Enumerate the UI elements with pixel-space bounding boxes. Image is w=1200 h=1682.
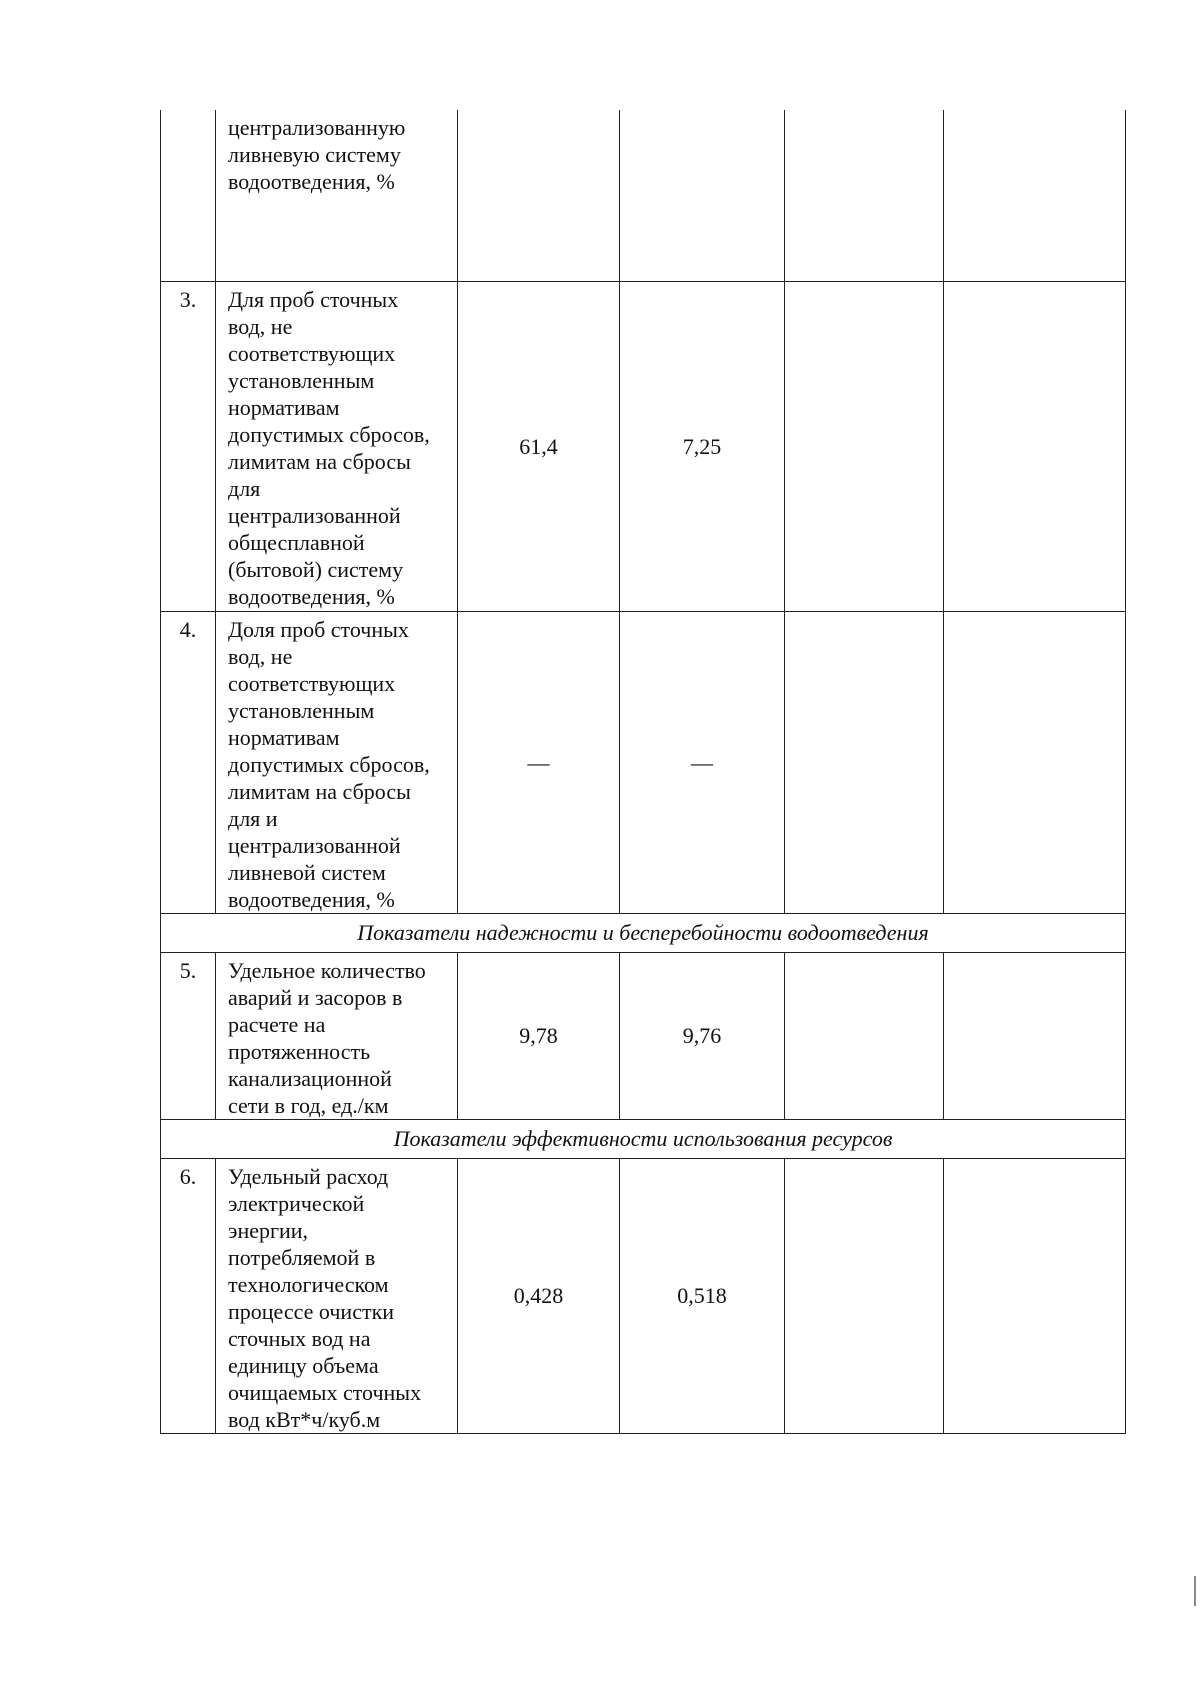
indicator-value-1: — bbox=[527, 749, 550, 775]
row-number-cell bbox=[161, 281, 216, 611]
section-title: Показатели надежности и бесперебойности водоотведения bbox=[161, 913, 1126, 952]
table-row bbox=[161, 952, 1126, 1119]
value-cell-1 bbox=[458, 611, 620, 913]
table-row bbox=[161, 1158, 1126, 1433]
indicator-name: Удельное количество аварий и засоров в расчете на протяженность канализационной сети в год, ед./км bbox=[228, 957, 426, 1118]
value-cell-4 bbox=[944, 281, 1126, 611]
indicator-value-1: 9,78 bbox=[519, 1023, 558, 1048]
row-number-cell bbox=[161, 1158, 216, 1433]
table-row bbox=[161, 611, 1126, 913]
section-header-row bbox=[161, 1119, 1126, 1158]
indicator-name: Для проб сточных вод, не соответствующих установленным нормативам допустимых сбросов, лимитам на сбросы для централизованной общесплавной (бытовой) систему водоотведения, % bbox=[228, 286, 430, 609]
row-number: 6. bbox=[179, 1163, 197, 1189]
value-cell-3 bbox=[785, 952, 944, 1119]
value-cell-4 bbox=[944, 611, 1126, 913]
indicator-name-cell bbox=[216, 110, 458, 281]
table-row bbox=[161, 110, 1126, 281]
indicator-value-2: 7,25 bbox=[682, 433, 722, 459]
value-cell-3 bbox=[785, 110, 944, 281]
value-cell-4 bbox=[944, 952, 1126, 1119]
value-cell-1 bbox=[458, 952, 620, 1119]
row-number: 5. bbox=[179, 957, 197, 983]
value-cell-1 bbox=[458, 110, 620, 281]
value-cell-2 bbox=[620, 611, 785, 913]
indicator-name-cell bbox=[216, 281, 458, 611]
section-header-row bbox=[161, 913, 1126, 952]
indicator-name-cell bbox=[216, 611, 458, 913]
indicator-value-2: — bbox=[691, 749, 713, 775]
value-cell-3 bbox=[785, 281, 944, 611]
row-number-cell bbox=[161, 611, 216, 913]
section-title: Показатели эффективности использования ресурсов bbox=[161, 1119, 1126, 1158]
value-cell-3 bbox=[785, 1158, 944, 1433]
value-cell-4 bbox=[944, 110, 1126, 281]
row-number bbox=[161, 110, 215, 114]
value-cell-2 bbox=[620, 952, 785, 1119]
indicator-value-1: 0,428 bbox=[513, 1283, 564, 1308]
row-number: 3. bbox=[179, 286, 197, 312]
table-row bbox=[161, 281, 1126, 611]
indicator-name-cell bbox=[216, 952, 458, 1119]
row-number-cell bbox=[161, 110, 216, 281]
indicator-value-1: 61,4 bbox=[519, 433, 558, 459]
value-cell-2 bbox=[620, 110, 785, 281]
value-cell-2 bbox=[620, 1158, 785, 1433]
indicator-name: Доля проб сточных вод, не соответствующих установленным нормативам допустимых сбросов, лимитам на сбросы для и централизованной ливневой систем водоотведения, % bbox=[228, 616, 430, 912]
indicator-value-2: 0,518 bbox=[677, 1283, 727, 1308]
value-cell-2 bbox=[620, 281, 785, 611]
scan-artifact-mark bbox=[1194, 1576, 1196, 1606]
row-number: 4. bbox=[179, 616, 197, 642]
indicator-name: централизованную ливневую систему водоотведения, % bbox=[228, 115, 406, 194]
value-cell-3 bbox=[785, 611, 944, 913]
value-cell-1 bbox=[458, 1158, 620, 1433]
value-cell-4 bbox=[944, 1158, 1126, 1433]
indicator-name: Удельный расход электрической энергии, потребляемой в технологическом процессе очистки сточных вод на единицу объема очищаемых сточных вод кВт*ч/куб.м bbox=[228, 1163, 422, 1432]
indicators-table bbox=[160, 110, 1126, 1434]
indicator-value-2: 9,76 bbox=[682, 1023, 722, 1048]
row-number-cell bbox=[161, 952, 216, 1119]
value-cell-1 bbox=[458, 281, 620, 611]
indicator-name-cell bbox=[216, 1158, 458, 1433]
